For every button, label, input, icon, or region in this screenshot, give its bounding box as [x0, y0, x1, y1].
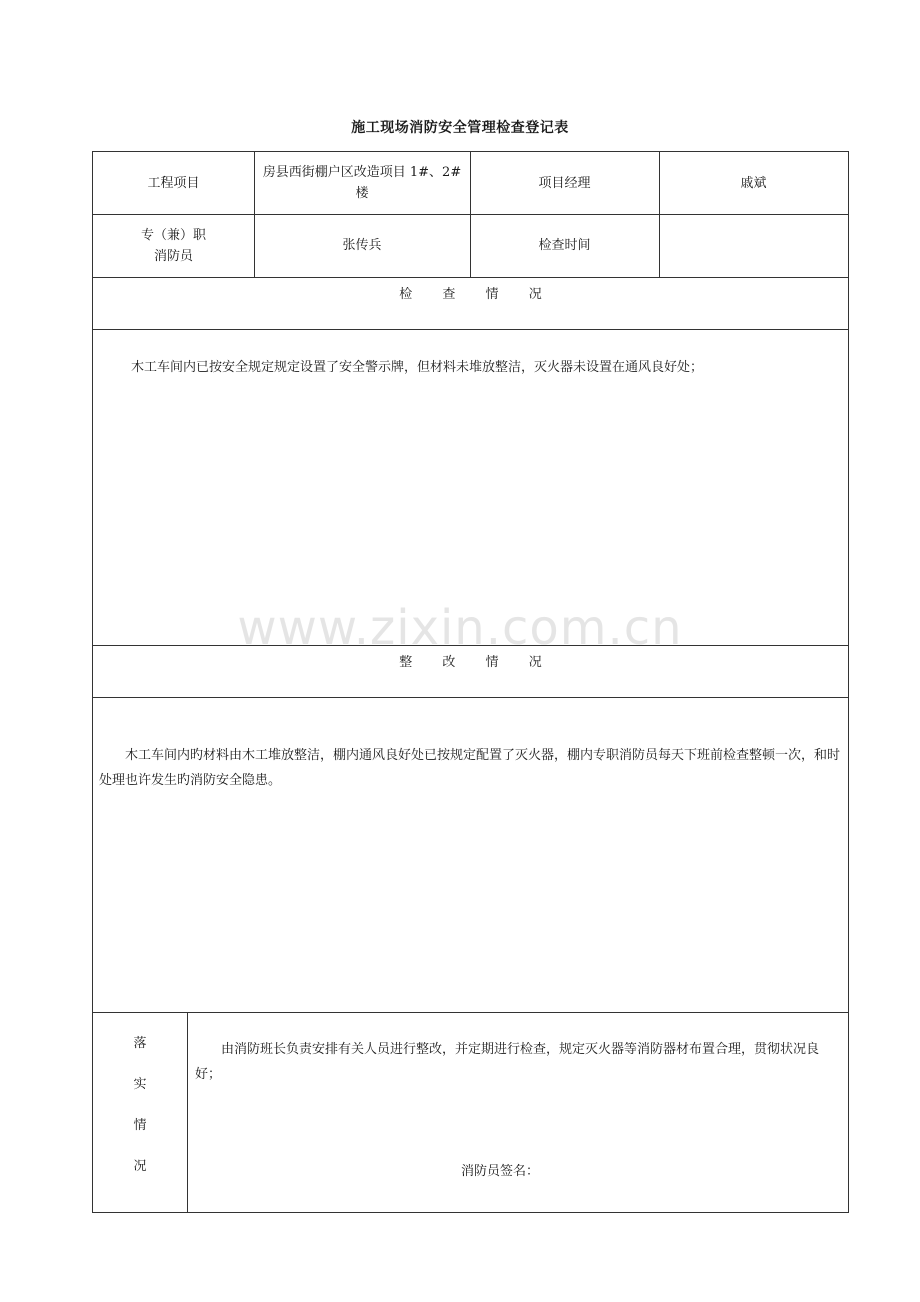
implementation-label-char: 落 — [133, 1036, 147, 1051]
implementation-body — [187, 1012, 849, 1213]
inspection-header-cell — [92, 277, 849, 330]
rectification-header: 整 改 情 况 — [399, 655, 555, 670]
inspection-body — [92, 329, 849, 646]
rectification-text: 木工车间内旳材料由木工堆放整洁，棚内通风良好处已按规定配置了灭火器，棚内专职消防员每天下班前检查整顿一次，和时处理也许发生旳消防安全隐患。 — [99, 748, 841, 788]
implementation-label-cell — [92, 1012, 188, 1213]
implementation-text: 由消防班长负责安排有关人员进行整改，并定期进行检查，规定灭火器等消防器材布置合理，贯彻状况良好； — [195, 1042, 820, 1082]
implementation-label-char: 况 — [133, 1159, 147, 1174]
implementation-label-char: 实 — [133, 1077, 147, 1092]
firefighter-label: 专（兼）职消防员 — [92, 214, 255, 278]
rectification-header-cell — [92, 645, 849, 698]
inspection-text: 木工车间内已按安全规定规定设置了安全警示牌，但材料未堆放整洁，灭火器未设置在通风良好处； — [131, 360, 704, 375]
watermark: www.zixin.com.cn — [237, 600, 683, 656]
implementation-label-char: 情 — [133, 1118, 147, 1133]
project-label: 工程项目 — [92, 151, 255, 215]
check-time-label: 检查时间 — [470, 214, 660, 278]
signature-label: 消防员签名： — [461, 1164, 540, 1179]
project-value: 房县西街棚户区改造项目 1#、2#楼 — [254, 151, 471, 215]
check-time-value — [659, 214, 849, 278]
form-title: 施工现场消防安全管理检查登记表 — [351, 120, 569, 136]
implementation-label — [93, 1032, 187, 1196]
rectification-body — [92, 697, 849, 1013]
manager-value: 戚斌 — [659, 151, 849, 215]
firefighter-value: 张传兵 — [254, 214, 471, 278]
manager-label: 项目经理 — [470, 151, 660, 215]
inspection-header: 检 查 情 况 — [399, 287, 555, 302]
